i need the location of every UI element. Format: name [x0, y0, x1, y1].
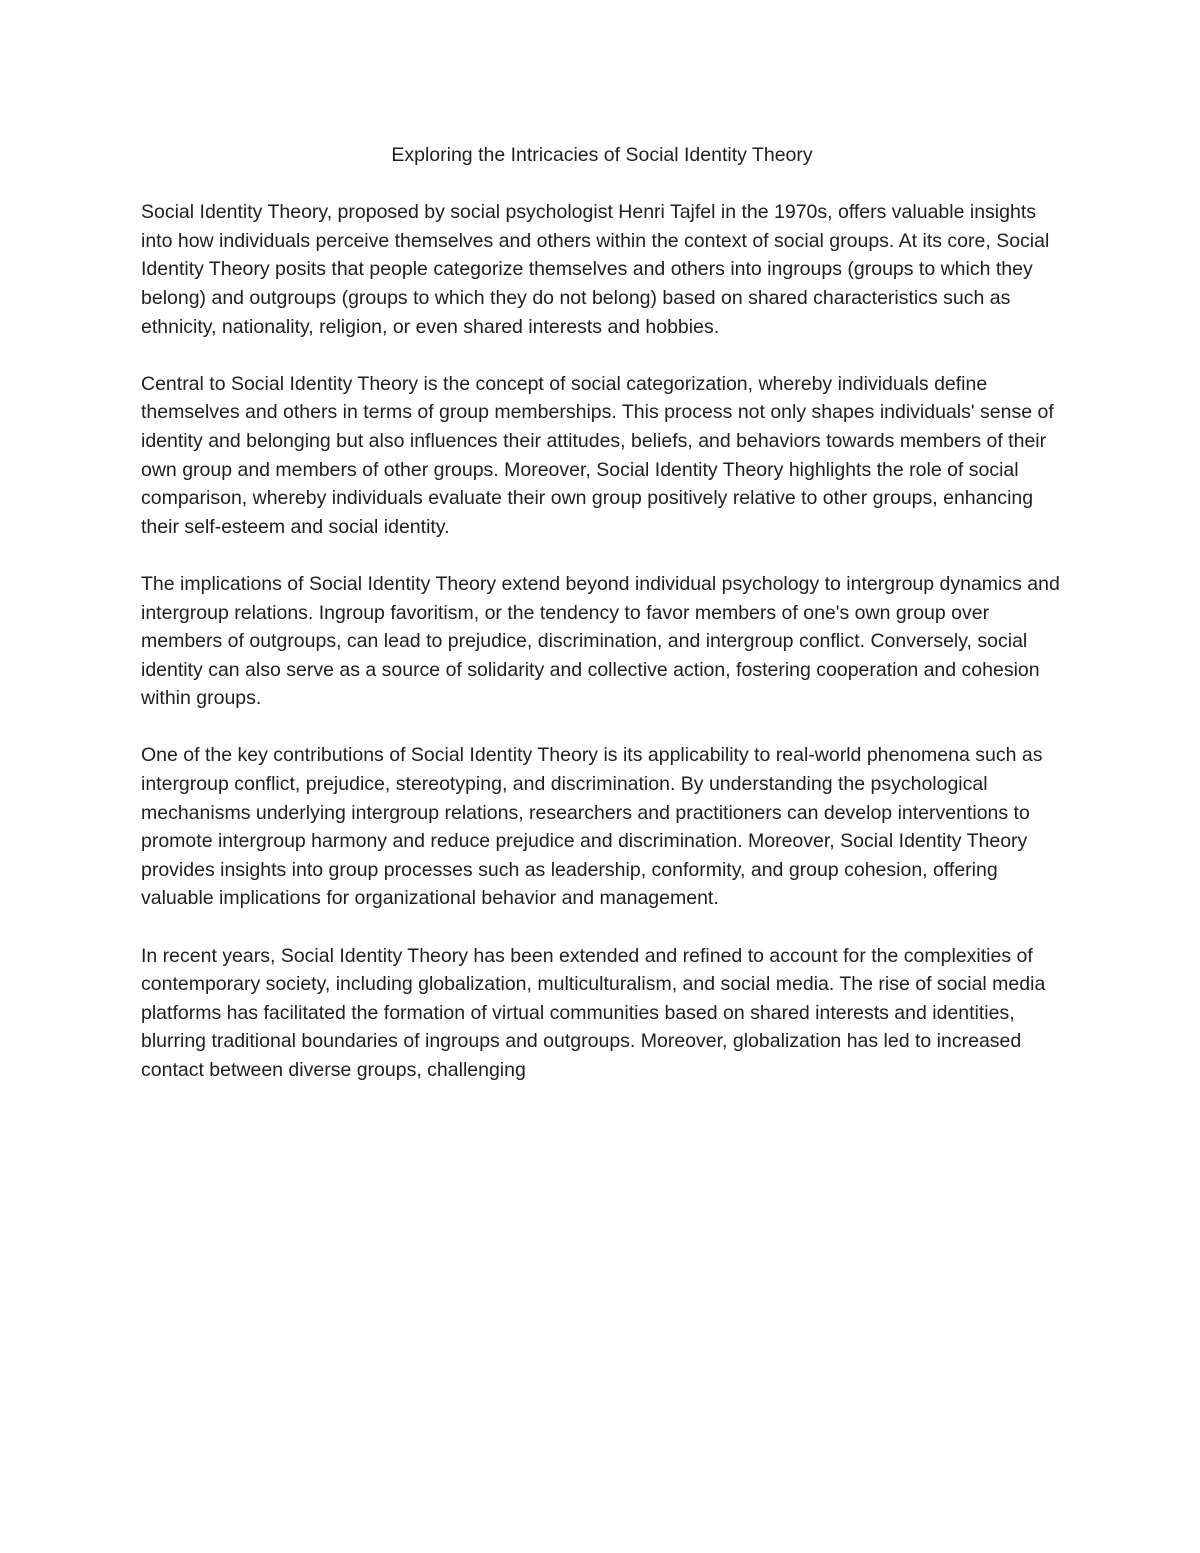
paragraph-5: In recent years, Social Identity Theory has been extended and refined to account for the complexities of contemporary society, including globalization, multiculturalism, and social media. The rise of social media platforms has facilitated the formation of virtual communities based on shared interests and identities, blurring traditional boundaries of ingroups and outgroups. Moreover, globalization has led to increased contact between diverse groups, challenging: [141, 944, 1046, 1081]
paragraph-4: One of the key contributions of Social Identity Theory is its applicability to real-world phenomena such as intergroup conflict, prejudice, stereotyping, and discrimination. By understanding the psychological mechanisms underlying intergroup relations, researchers and practitioners can develop interventions to promote intergroup harmony and reduce prejudice and discrimination. Moreover, Social Identity Theory provides insights into group processes such as leadership, conformity, and group cohesion, offering valuable implications for organizational behavior and management.: [141, 744, 1043, 910]
paragraph-3: The implications of Social Identity Theory extend beyond individual psychology to intergroup dynamics and intergroup relations. Ingroup favoritism, or the tendency to favor members of one's own group over members of outgroups, can lead to prejudice, discrimination, and intergroup conflict. Conversely, social identity can also serve as a source of solidarity and collective action, fostering cooperation and cohesion within groups.: [141, 572, 1060, 710]
paragraph-1: Social Identity Theory, proposed by social psychologist Henri Tajfel in the 1970s, offers valuable insights into how individuals perceive themselves and others within the context of social groups. At its core, Social Identity Theory posits that people categorize themselves and others into ingroups (groups to which they belong) and outgroups (groups to which they do not belong) based on shared characteristics such as ethnicity, nationality, religion, or even shared interests and hobbies.: [141, 201, 1050, 338]
paragraph-2: Central to Social Identity Theory is the concept of social categorization, whereby individuals define themselves and others in terms of group memberships. This process not only shapes individuals' sense of identity and belonging but also influences their attitudes, beliefs, and behaviors towards members of their own group and members of other groups. Moreover, Social Identity Theory highlights the role of social comparison, whereby individuals evaluate their own group positively relative to other groups, enhancing their self-esteem and social identity.: [141, 372, 1054, 538]
title-spacer: [141, 170, 1063, 199]
document-title: Exploring the Intricacies of Social Identity Theory: [391, 144, 813, 166]
document-body: [141, 141, 1063, 1085]
